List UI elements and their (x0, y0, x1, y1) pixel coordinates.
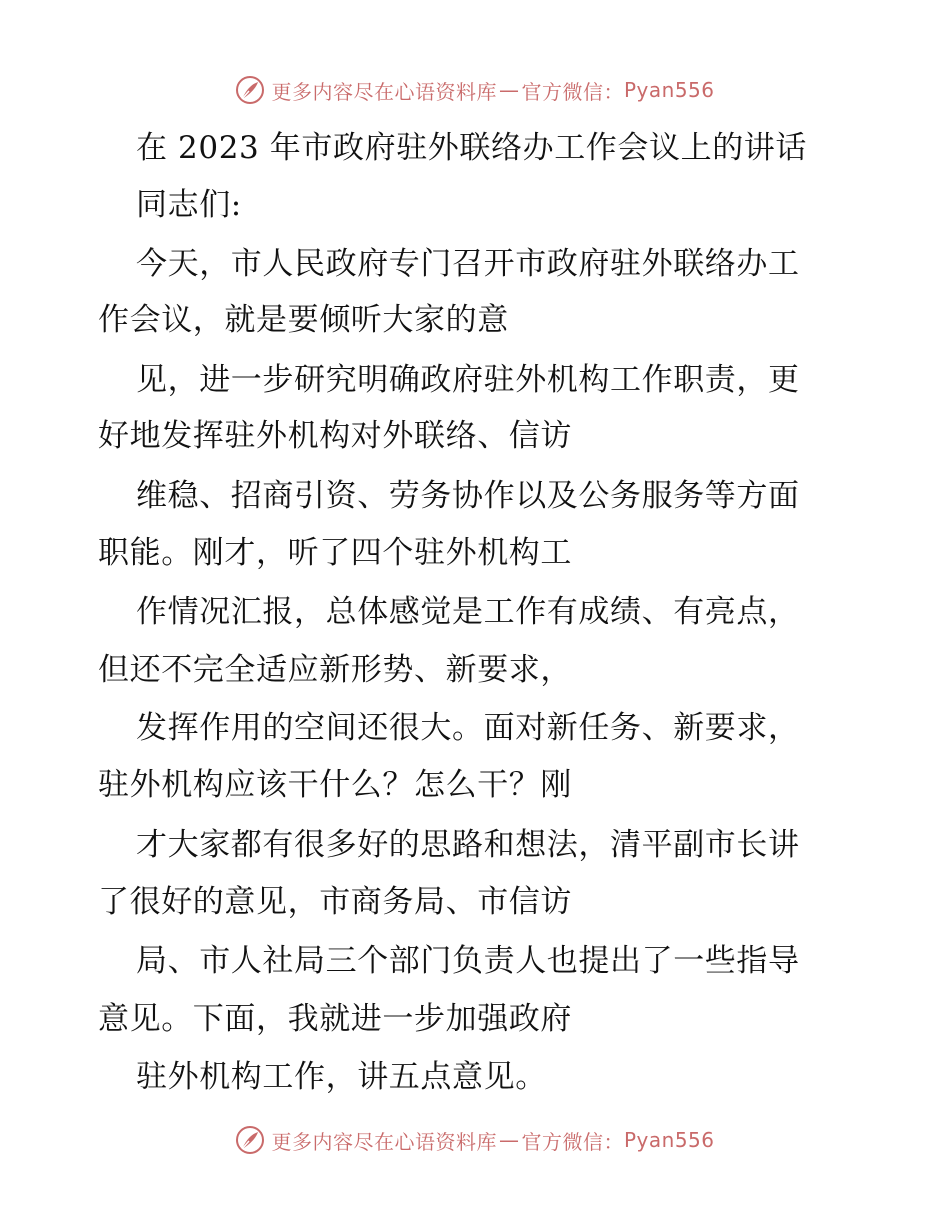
body-line: 作情况汇报，总体感觉是工作有成绩、有亮点， (136, 594, 800, 630)
feather-pen-logo-icon (235, 75, 265, 105)
body-line: 了很好的意见，市商务局、市信访 (98, 884, 572, 920)
body-line: 发挥作用的空间还很大。面对新任务、新要求， (136, 710, 800, 746)
watermark-contact-id: Pyan556 (623, 1128, 715, 1152)
footer-watermark (0, 1120, 950, 1160)
body-line: 但还不完全适应新形势、新要求， (98, 652, 572, 688)
header-watermark (0, 70, 950, 110)
feather-pen-logo-icon (235, 1125, 265, 1155)
body-line: 好地发挥驻外机构对外联络、信访 (98, 418, 572, 454)
watermark-text: 更多内容尽在心语资料库 (271, 1129, 497, 1154)
body-line: 作会议，就是要倾听大家的意 (98, 302, 509, 338)
watermark-separator: — (498, 1128, 520, 1152)
body-line: 驻外机构应该干什么？怎么干？刚 (98, 767, 572, 803)
body-line: 局、市人社局三个部门负责人也提出了一些指导 (136, 943, 800, 979)
watermark-contact-id: Pyan556 (623, 78, 715, 102)
body-line: 今天，市人民政府专门召开市政府驻外联络办工 (136, 246, 800, 282)
watermark-contact-label: 官方微信： (521, 79, 624, 104)
body-line: 维稳、招商引资、劳务协作以及公务服务等方面 (136, 478, 800, 514)
body-line: 职能。刚才，听了四个驻外机构工 (98, 535, 572, 571)
body-line: 才大家都有很多好的思路和想法，清平副市长讲 (136, 827, 800, 863)
watermark-contact-label: 官方微信： (521, 1129, 624, 1154)
watermark-separator: — (498, 78, 520, 102)
body-line: 意见。下面，我就进一步加强政府 (98, 1001, 572, 1037)
document-title: 在 2023 年市政府驻外联络办工作会议上的讲话 (136, 130, 807, 166)
watermark-text: 更多内容尽在心语资料库 (271, 79, 497, 104)
body-line: 见，进一步研究明确政府驻外机构工作职责，更 (136, 362, 800, 398)
salutation-line: 同志们: (136, 187, 242, 223)
body-line: 驻外机构工作，讲五点意见。 (136, 1059, 547, 1095)
